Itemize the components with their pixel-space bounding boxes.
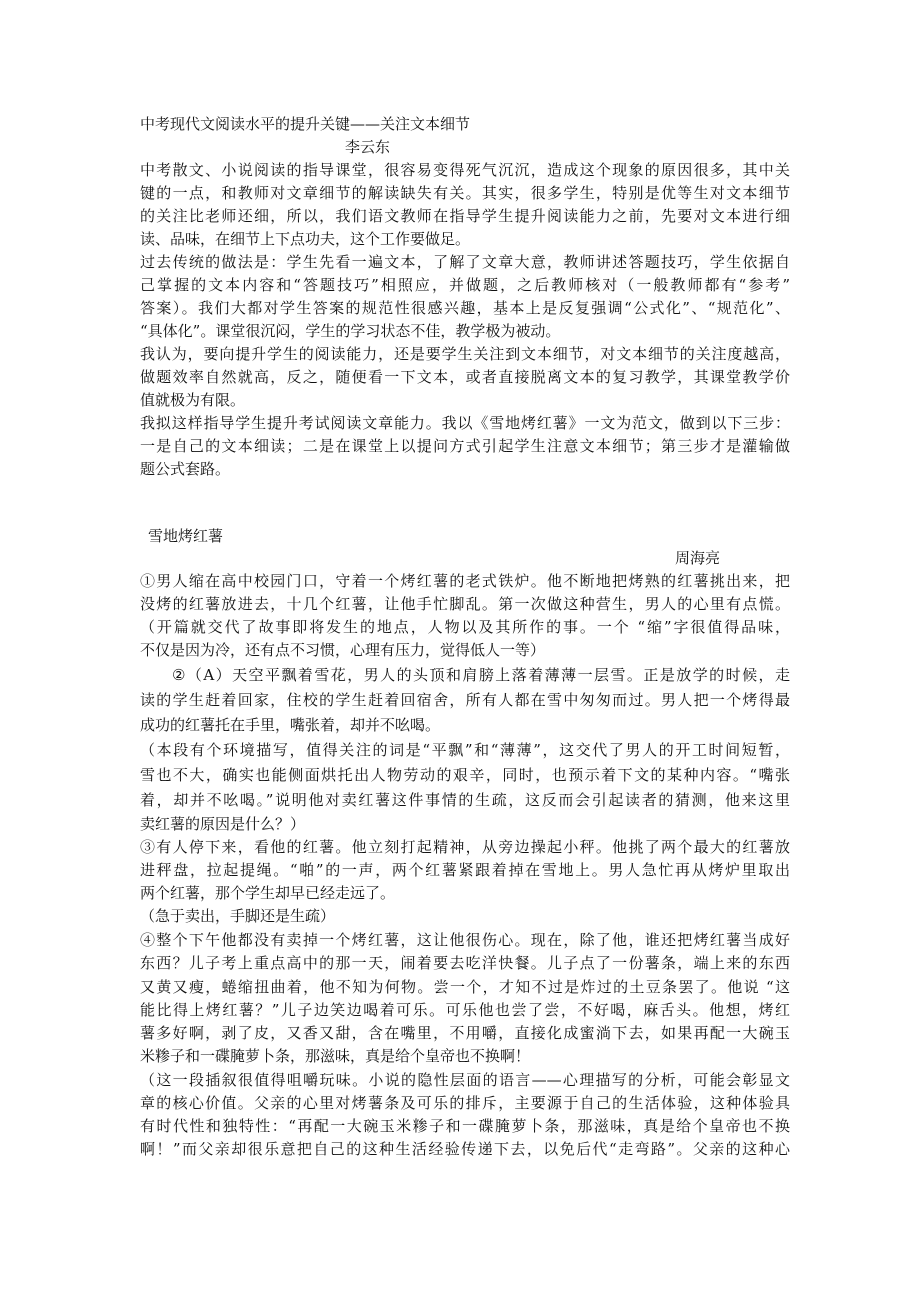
story-line: 没烤的红薯放进去，十几个红薯，让他手忙脚乱。第一次做这种营生，男人的心里有点慌。 <box>140 595 790 613</box>
body-line: 中考散文、小说阅读的指导课堂，很容易变得死气沉沉，造成这个现象的原因很多，其中关 <box>140 161 790 179</box>
story-line: 薯多好啊，剥了皮，又香又甜，含在嘴里，不用嚼，直接化成蜜淌下去，如果再配一大碗玉 <box>140 1024 790 1042</box>
article-title: 中考现代文阅读水平的提升关键——关注文本细节 <box>140 115 471 133</box>
story-author: 周海亮 <box>675 549 721 567</box>
story-line: （本段有个环境描写，值得关注的词是“平飘”和“薄薄”，这交代了男人的开工时间短暂， <box>140 741 790 759</box>
story-line: ④整个下午他都没有卖掉一个烤红薯，这让他很伤心。现在，除了他，谁还把烤红薯当成好 <box>140 931 790 949</box>
story-line: ②（A）天空平飘着雪花，男人的头顶和肩膀上落着薄薄一层雪。正是放学的时候，走 <box>172 666 790 684</box>
story-line: 雪也不大，确实也能侧面烘托出人物劳动的艰辛，同时，也预示着下文的某种内容。“嘴张 <box>140 766 790 784</box>
body-line: 我认为，要向提升学生的阅读能力，还是要学生关注到文本细节，对文本细节的关注度越高， <box>140 345 790 363</box>
body-line: 答案）。我们大都对学生答案的规范性很感兴趣，基本上是反复强调“公式化”、“规范化”、 <box>140 299 790 317</box>
story-line: 啊！”而父亲却很乐意把自己的这种生活经验传递下去，以免后代“走弯路”。父亲的这种心 <box>140 1140 790 1158</box>
body-line: 我拟这样指导学生提升考试阅读文章能力。我以《雪地烤红薯》一文为范文，做到以下三步： <box>140 414 790 432</box>
body-line: 一是自己的文本细读；二是在课堂上以提问方式引起学生注意文本细节；第三步才是灌输做 <box>140 437 790 455</box>
story-line: 着，却并不吆喝。”说明他对卖红薯这件事情的生疏，这反而会引起读者的猜测，他来这里 <box>140 791 790 809</box>
story-line: ③有人停下来，看他的红薯。他立刻打起精神，从旁边操起小秤。他挑了两个最大的红薯放 <box>140 838 790 856</box>
story-line: ①男人缩在高中校园门口，守着一个烤红薯的老式铁炉。他不断地把烤熟的红薯挑出来，把 <box>140 572 790 590</box>
body-line: 键的一点，和教师对文章细节的解读缺失有关。其实，很多学生，特别是优等生对文本细节 <box>140 184 790 202</box>
story-line: （这一段插叙很值得咀嚼玩味。小说的隐性层面的语言——心理描写的分析，可能会彰显文 <box>140 1071 790 1089</box>
story-line: （急于卖出，手脚还是生疏） <box>140 907 336 925</box>
story-line: （开篇就交代了故事即将发生的地点，人物以及其所作的事。一个 “缩”字很值得品味， <box>140 618 790 636</box>
story-line: 东西？儿子考上重点高中的那一天，闹着要去吃洋快餐。儿子点了一份薯条，端上来的东西 <box>140 954 790 972</box>
body-line: 己掌握的文本内容和“答题技巧”相照应，并做题，之后教师核对（一般教师都有“参考” <box>140 276 790 294</box>
story-line: 能比得上烤红薯？”儿子边笑边喝着可乐。可乐他也尝了尝，不好喝，麻舌头。他想，烤红 <box>140 1001 790 1019</box>
story-line: 成功的红薯托在手里，嘴张着，却并不吆喝。 <box>140 716 441 734</box>
story-line: 有时代性和独特性：“再配一大碗玉米糁子和一碟腌萝卜条，那滋味，真是给个皇帝也不换 <box>140 1117 790 1135</box>
body-line: 的关注比老师还细，所以，我们语文教师在指导学生提升阅读能力之前，先要对文本进行细 <box>140 207 790 225</box>
story-line: 读的学生赶着回家，住校的学生赶着回宿舍，所有人都在雪中匆匆而过。男人把一个烤得最 <box>140 691 790 709</box>
story-line: 不仅是因为冷，还有点不习惯，心理有压力，觉得低人一等） <box>140 641 546 659</box>
body-line: 读、品味，在细节上下点功夫，这个工作要做足。 <box>140 230 471 248</box>
story-line: 米糁子和一碟腌萝卜条，那滋味，真是给个皇帝也不换啊！ <box>140 1047 531 1065</box>
body-line: 题公式套路。 <box>140 460 231 478</box>
story-line: 章的核心价值。父亲的心里对烤薯条及可乐的排斥，主要源于自己的生活体验，这种体验具 <box>140 1094 790 1112</box>
body-line: 值就极为有限。 <box>140 391 246 409</box>
article-author: 李云东 <box>345 138 391 156</box>
body-line: 做题效率自然就高，反之，随便看一下文本，或者直接脱离文本的复习教学，其课堂教学价 <box>140 368 790 386</box>
body-line: “具体化”。课堂很沉闷，学生的学习状态不佳，教学极为被动。 <box>140 322 561 340</box>
story-title: 雪地烤红薯 <box>148 527 224 545</box>
body-line: 过去传统的做法是：学生先看一遍文本，了解了文章大意，教师讲述答题技巧，学生依据自 <box>140 253 790 271</box>
story-line: 两个红薯，那个学生却早已经走远了。 <box>140 884 396 902</box>
story-line: 进秤盘，拉起提绳。“啪”的一声，两个红薯紧跟着掉在雪地上。男人急忙再从烤炉里取出 <box>140 861 790 879</box>
story-line: 又黄又瘦，蜷缩扭曲着，他不知为何物。尝一个，才知不过是炸过的土豆条罢了。他说 “这 <box>140 978 790 996</box>
story-line: 卖红薯的原因是什么？） <box>140 815 306 833</box>
